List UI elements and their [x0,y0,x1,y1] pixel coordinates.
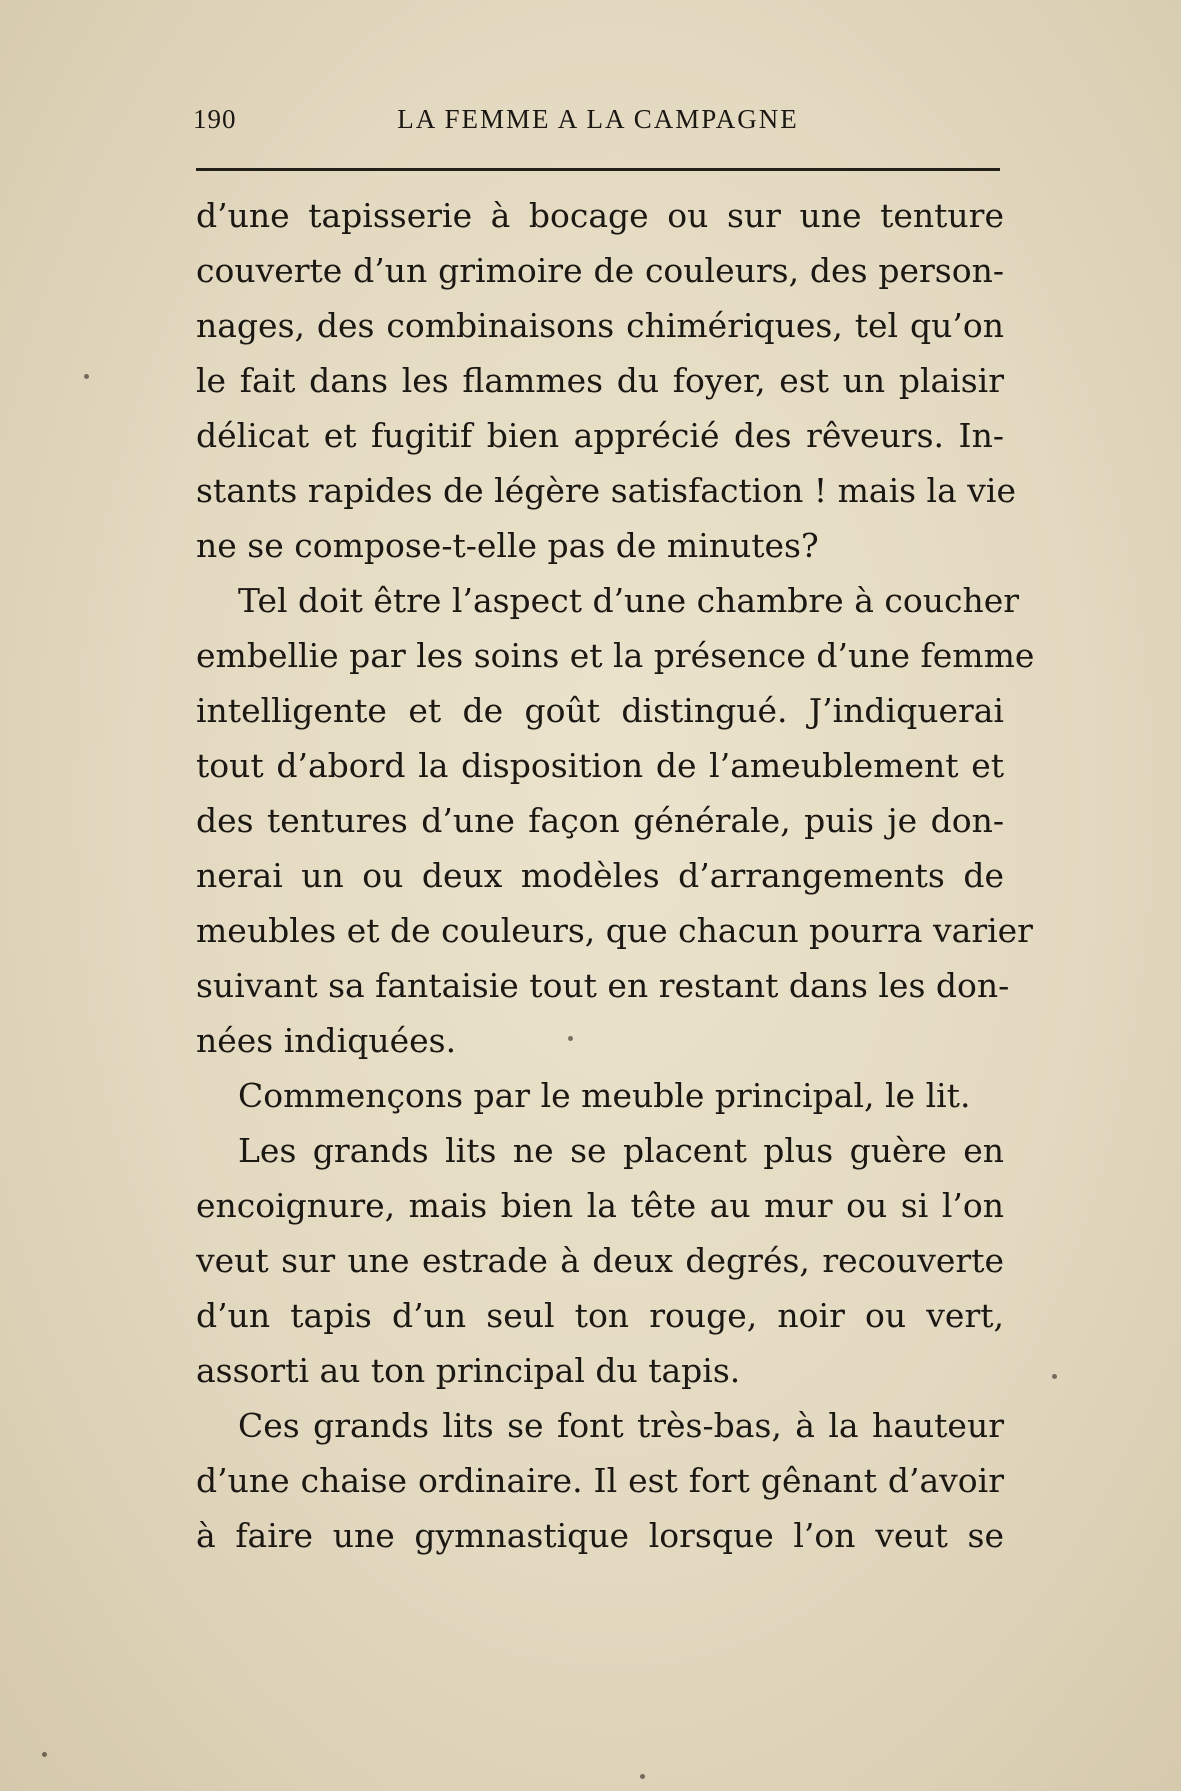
text-line: d’une chaise ordinaire. Il est fort gênant d’avoir [196,1461,1004,1500]
text-line: suivant sa fantaisie tout en restant dans les don- [196,966,1010,1005]
paragraph-start-line: Commençons par le meuble principal, le lit. [238,1076,971,1115]
paper-speck [568,1036,573,1041]
paragraph-start-line: Ces grands lits se font très-bas, à la hauteur [238,1406,1004,1445]
paper-speck [1052,1374,1057,1379]
text-line: intelligente et de goût distingué. J’indiquerai [196,691,1004,730]
text-line: encoignure, mais bien la tête au mur ou si l’on [196,1186,1004,1225]
header-rule [196,168,1000,171]
text-line: ne se compose-t-elle pas de minutes? [196,526,819,565]
text-line: embellie par les soins et la présence d’une femme [196,636,1035,675]
text-line: nerai un ou deux modèles d’arrangements de [196,856,1004,895]
text-line: d’un tapis d’un seul ton rouge, noir ou vert, [196,1296,1004,1335]
page-number: 190 [193,104,237,134]
text-line: meubles et de couleurs, que chacun pourra varier [196,911,1033,950]
text-line: stants rapides de légère satisfaction ! mais la vie [196,471,1016,510]
paper-speck [84,374,89,379]
text-line: veut sur une estrade à deux degrés, recouverte [196,1241,1004,1280]
text-line: nages, des combinaisons chimériques, tel qu’on [196,306,1004,345]
text-line: des tentures d’une façon générale, puis je don- [196,801,1004,840]
body-text [196,188,1035,1563]
text-line: assorti au ton principal du tapis. [196,1351,741,1390]
paragraph-start-line: Tel doit être l’aspect d’une chambre à coucher [238,581,1020,620]
text-line: à faire une gymnastique lorsque l’on veut se [196,1516,1004,1555]
text-line: tout d’abord la disposition de l’ameublement et [196,746,1004,785]
text-line: nées indiquées. [196,1021,457,1060]
paper-speck [640,1774,645,1779]
text-line: couverte d’un grimoire de couleurs, des person- [196,251,1004,290]
paragraph-start-line: Les grands lits ne se placent plus guère en [238,1131,1004,1170]
text-line: délicat et fugitif bien apprécié des rêveurs. In- [196,416,1004,455]
paper-speck [42,1752,47,1757]
text-line: d’une tapisserie à bocage ou sur une tenture [196,196,1004,235]
text-line: le fait dans les flammes du foyer, est un plaisir [196,361,1004,400]
page-header [193,104,1003,144]
running-head: LA FEMME A LA CAMPAGNE [397,104,799,134]
